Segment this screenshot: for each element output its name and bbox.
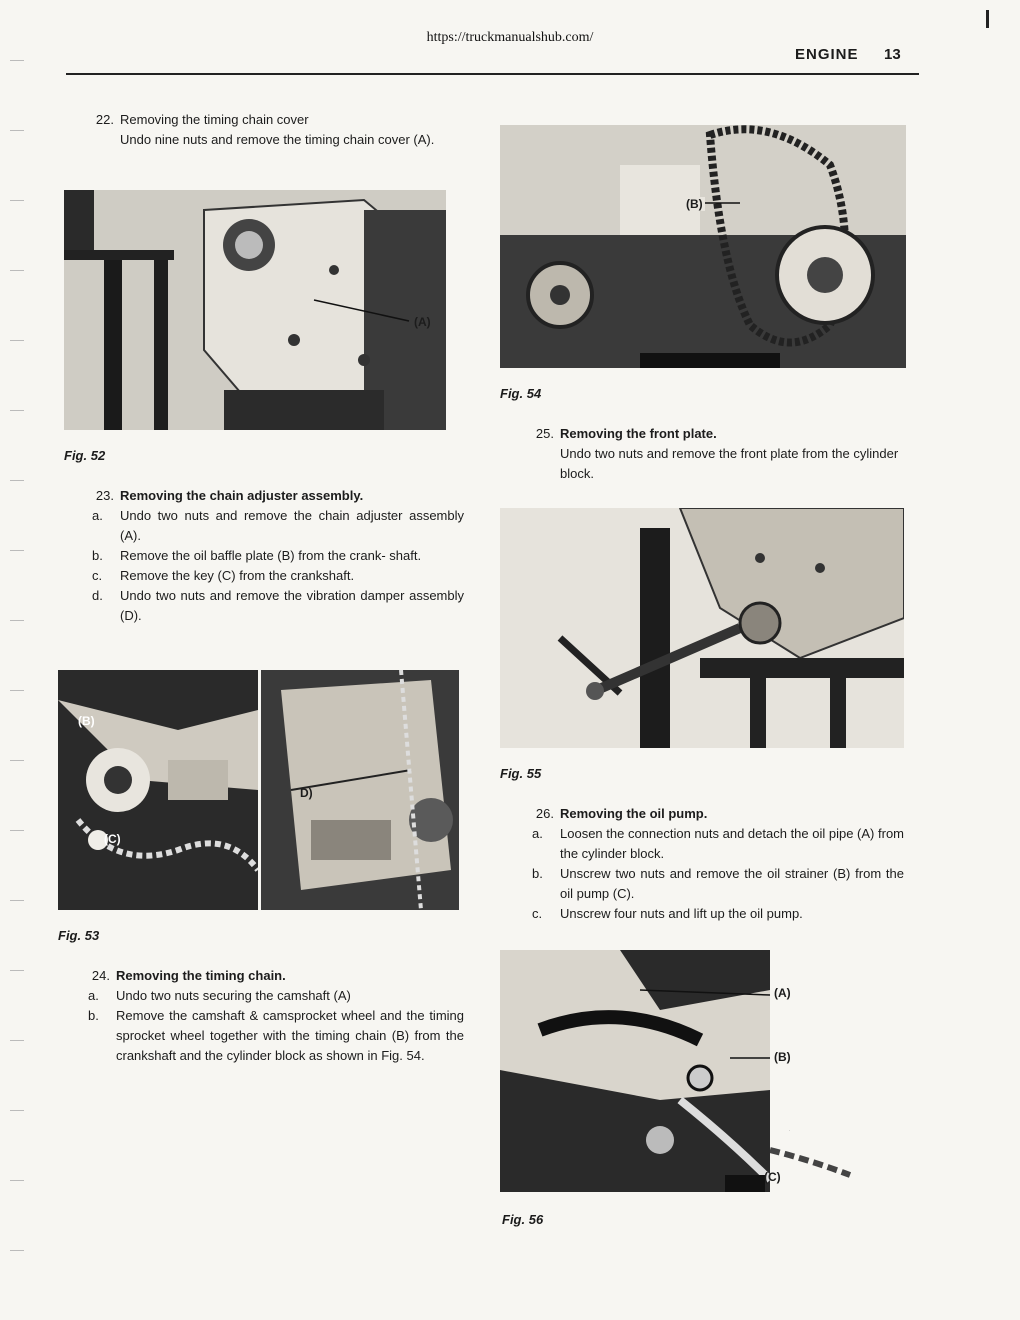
fig53-label-d: D) (300, 786, 313, 800)
margin-tick (10, 830, 24, 831)
margin-tick (10, 1180, 24, 1181)
list-item (84, 546, 464, 566)
margin-tick (10, 270, 24, 271)
figure-56-photo (500, 950, 770, 1192)
fig52-label-a: (A) (414, 315, 431, 329)
margin-tick (10, 620, 24, 621)
list-item (80, 986, 464, 1006)
margin-tick (10, 480, 24, 481)
list-item (524, 904, 904, 924)
step-24 (80, 966, 464, 1066)
figure-53-photo-right (261, 670, 459, 910)
list-item (80, 1006, 464, 1066)
figure-56-tool-extension (770, 1130, 910, 1200)
item-text: Loosen the connection nuts and detach the oil pipe (A) from the cylinder block. (560, 826, 904, 861)
item-text: Unscrew four nuts and lift up the oil pump. (560, 906, 803, 921)
step-number: 24. (91, 968, 110, 983)
item-letter: a. (92, 508, 103, 523)
item-text: Remove the camshaft & camsprocket wheel and the timing sprocket wheel together with the timing chain (B) from the crankshaft and the cylinder block as shown in Fig. 54. (116, 1008, 464, 1063)
figure-55-photo (500, 508, 904, 748)
item-text: Undo two nuts and remove the chain adjuster assembly (A). (120, 508, 464, 543)
fig53-label-c: (C) (104, 832, 121, 846)
fig56-label-b: (B) (774, 1050, 791, 1064)
step-25 (524, 424, 904, 484)
step-text: Undo two nuts and remove the front plate from the cylinder block. (560, 446, 899, 481)
margin-tick (10, 200, 24, 201)
margin-tick (10, 690, 24, 691)
list-item (84, 566, 464, 586)
step-number: 23. (95, 488, 114, 503)
item-text: Remove the key (C) from the crankshaft. (120, 568, 355, 583)
step-number: 22. (95, 112, 114, 127)
item-letter: c. (532, 906, 543, 921)
figure-53-caption: Fig. 53 (58, 928, 100, 943)
margin-tick (10, 130, 24, 131)
figure-52-caption: Fig. 52 (64, 448, 106, 463)
item-letter: b. (88, 1008, 99, 1023)
source-url: https://truckmanualshub.com/ (426, 30, 594, 45)
margin-tick (10, 970, 24, 971)
step-text: Undo nine nuts and remove the timing chain cover (A). (120, 132, 435, 147)
fig56-label-c: (C) (764, 1170, 781, 1184)
item-letter: c. (92, 568, 103, 583)
list-item (524, 824, 904, 864)
fig54-label-b: (B) (686, 197, 703, 211)
item-letter: b. (92, 548, 103, 563)
fig56-label-a: (A) (774, 986, 791, 1000)
margin-tick (10, 410, 24, 411)
step-number: 25. (535, 426, 554, 441)
item-text: Undo two nuts and remove the vibration damper assembly (D). (120, 588, 464, 623)
item-letter: a. (532, 826, 543, 841)
item-text: Undo two nuts securing the camshaft (A) (116, 988, 351, 1003)
figure-54-photo (500, 125, 906, 368)
step-title: Removing the front plate. (560, 426, 717, 441)
section-title: ENGINE (795, 46, 859, 63)
item-letter: d. (92, 588, 103, 603)
step-23 (84, 486, 464, 626)
step-title: Removing the chain adjuster assembly. (120, 488, 364, 503)
figure-55-caption: Fig. 55 (500, 766, 542, 781)
figure-53-photo-left (58, 670, 258, 910)
margin-tick (10, 900, 24, 901)
item-letter: a. (88, 988, 99, 1003)
item-text: Remove the oil baffle plate (B) from the crank- shaft. (120, 548, 422, 563)
margin-tick (10, 1250, 24, 1251)
list-item (84, 506, 464, 546)
margin-tick (10, 340, 24, 341)
margin-tick (10, 550, 24, 551)
step-title: Removing the timing chain cover (120, 112, 309, 127)
step-26 (524, 804, 904, 924)
list-item (84, 586, 464, 626)
item-text: Unscrew two nuts and remove the oil strainer (B) from the oil pump (C). (560, 866, 904, 901)
figure-54-caption: Fig. 54 (500, 386, 542, 401)
edge-mark (986, 10, 989, 28)
margin-tick (10, 760, 24, 761)
step-number: 26. (535, 806, 554, 821)
page-number: 13 (884, 46, 901, 63)
margin-tick (10, 1110, 24, 1111)
header-rule (66, 73, 919, 75)
item-letter: b. (532, 866, 543, 881)
step-22 (84, 110, 464, 150)
list-item (524, 864, 904, 904)
margin-tick (10, 1040, 24, 1041)
figure-52-photo (64, 190, 446, 430)
margin-tick (10, 60, 24, 61)
step-title: Removing the oil pump. (560, 806, 708, 821)
fig53-label-b: (B) (78, 714, 95, 728)
step-title: Removing the timing chain. (116, 968, 286, 983)
figure-56-caption: Fig. 56 (502, 1212, 544, 1227)
